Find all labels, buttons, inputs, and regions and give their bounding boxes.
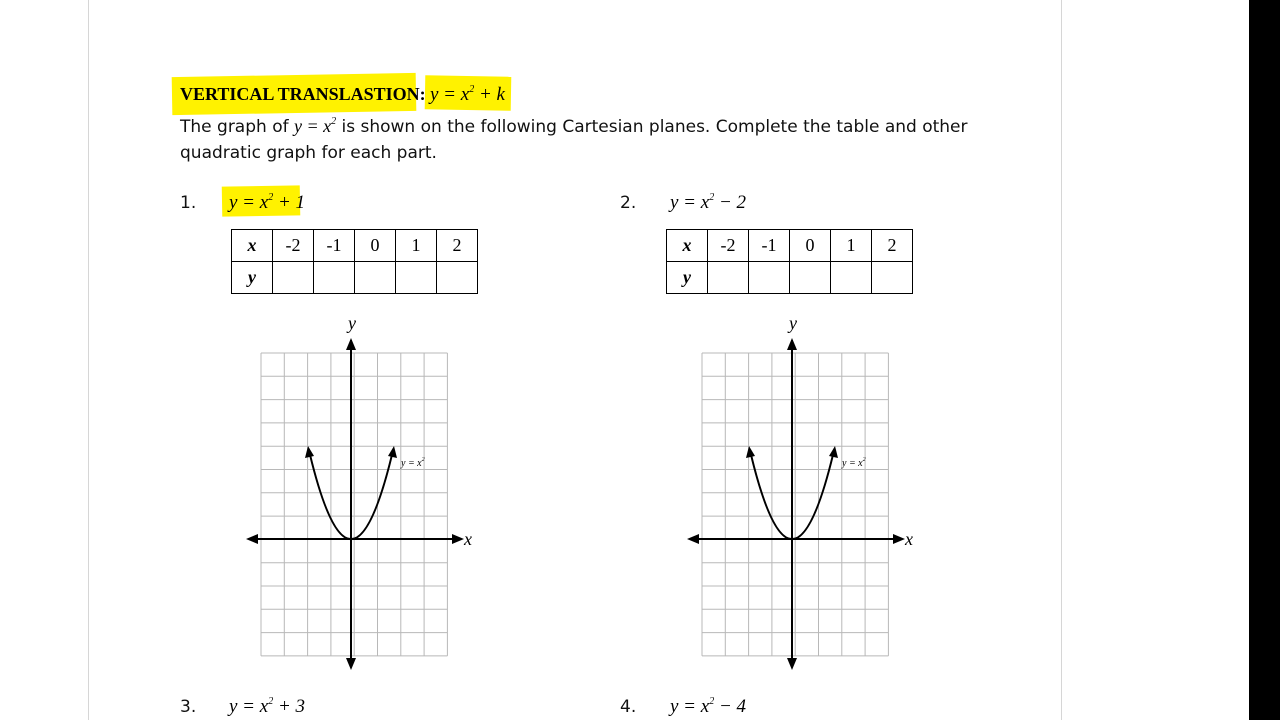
- table-y-cell[interactable]: [437, 262, 478, 294]
- curve-label: $y = x^2$: [842, 457, 866, 469]
- table-y-cell[interactable]: [790, 262, 831, 294]
- table-y-cell[interactable]: [396, 262, 437, 294]
- x-axis-label: x: [905, 529, 913, 549]
- table-y-header: y: [667, 262, 708, 294]
- table-x-cell: -2: [273, 230, 314, 262]
- table-y-cell[interactable]: [708, 262, 749, 294]
- left-page-margin: [0, 0, 89, 720]
- worksheet-title: VERTICAL TRANSLASTION:: [180, 84, 426, 104]
- table-x-cell: 0: [790, 230, 831, 262]
- problem-3-equation: $y = x^2 + 3$: [229, 696, 306, 717]
- problem-2-equation: $y = x^2 - 2$: [670, 192, 747, 213]
- table-x-cell: 0: [355, 230, 396, 262]
- curve-label: $y = x^2$: [401, 457, 425, 469]
- grid: [261, 353, 447, 656]
- grid: [702, 353, 888, 656]
- table-x-header: x: [232, 230, 273, 262]
- table-y-cell[interactable]: [273, 262, 314, 294]
- intro-line-2: quadratic graph for each part.: [180, 143, 437, 163]
- table-x-cell: -2: [708, 230, 749, 262]
- y-axis-label: y: [348, 313, 356, 333]
- table-y-cell[interactable]: [314, 262, 355, 294]
- problem-2-table: [666, 229, 913, 294]
- table-x-header: x: [667, 230, 708, 262]
- problem-4-equation: $y = x^2 - 4$: [670, 696, 747, 717]
- problem-1-graph: [240, 310, 480, 675]
- right-page-margin: [1061, 0, 1250, 720]
- intro-line-1: The graph of $y = x^2$ is shown on the following Cartesian planes. Complete the table and other: [180, 116, 968, 137]
- table-row-x: [232, 230, 478, 262]
- axes: [246, 338, 464, 670]
- table-x-cell: -1: [749, 230, 790, 262]
- problem-2-number: 2.: [620, 193, 637, 213]
- table-x-cell: -1: [314, 230, 355, 262]
- problem-3-number: 3.: [180, 697, 197, 717]
- problem-1-table: [231, 229, 478, 294]
- table-row-y: [667, 262, 913, 294]
- problem-4-number: 4.: [620, 697, 637, 717]
- window-edge: [1249, 0, 1280, 720]
- table-x-cell: 2: [872, 230, 913, 262]
- problem-1-equation: $y = x^2 + 1$: [229, 192, 306, 213]
- table-y-cell[interactable]: [831, 262, 872, 294]
- table-row-y: [232, 262, 478, 294]
- table-y-header: y: [232, 262, 273, 294]
- table-row-x: [667, 230, 913, 262]
- table-y-cell[interactable]: [355, 262, 396, 294]
- x-axis-label: x: [464, 529, 472, 549]
- table-y-cell[interactable]: [749, 262, 790, 294]
- table-y-cell[interactable]: [872, 262, 913, 294]
- problem-2-graph: [681, 310, 921, 675]
- table-x-cell: 2: [437, 230, 478, 262]
- table-x-cell: 1: [831, 230, 872, 262]
- y-axis-label: y: [789, 313, 797, 333]
- problem-1-number: 1.: [180, 193, 197, 213]
- title-equation: $y = x^2 + k$: [430, 84, 505, 105]
- table-x-cell: 1: [396, 230, 437, 262]
- axes: [687, 338, 905, 670]
